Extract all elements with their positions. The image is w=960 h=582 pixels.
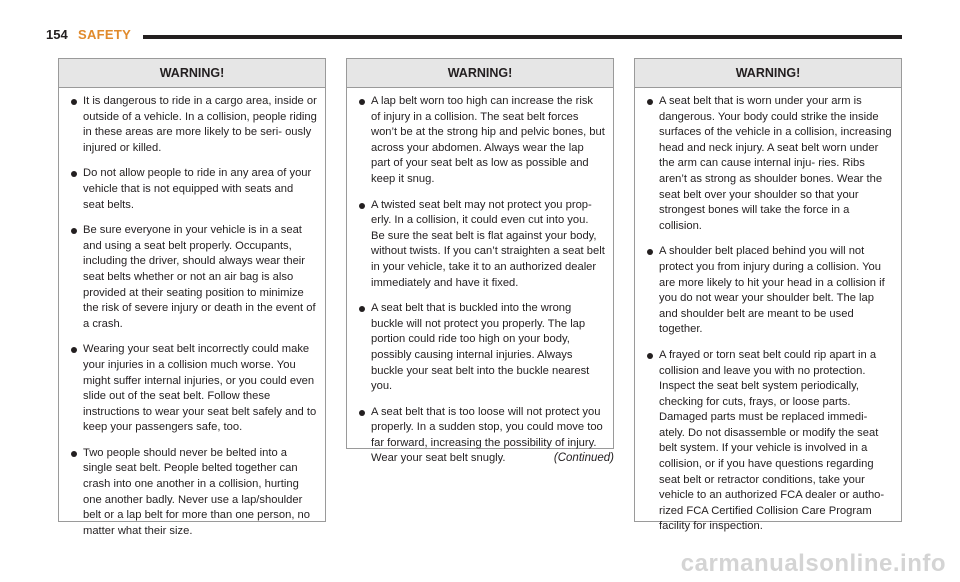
warning-item: It is dangerous to ride in a cargo area, inside or outside of a vehicle. In a collision, people riding in these areas are more likely to be seri- ously injured or killed. <box>71 94 317 156</box>
bullet-icon <box>359 306 365 312</box>
bullet-icon <box>647 353 653 359</box>
warning-title: WARNING! <box>347 59 613 88</box>
warning-item: Do not allow people to ride in any area of your vehicle that is not equipped with seats and seat belts. <box>71 166 317 213</box>
bullet-icon <box>359 99 365 105</box>
warning-item: A twisted seat belt may not protect you prop- erly. In a collision, it could even cut into you. Be sure the seat belt is flat against your body, without twists. If you can’t straighten a seat belt in your vehicle, take it to an authorized dealer immediately and have it fixed. <box>359 198 605 292</box>
bullet-icon <box>71 171 77 177</box>
warning-item: Wearing your seat belt incorrectly could make your injuries in a collision much worse. You might suffer internal injuries, or you could even slide out of the seat belt. Follow these instructions to wear your seat belt safely and to keep your passengers safe, too. <box>71 342 317 436</box>
bullet-icon <box>359 410 365 416</box>
page-number: 154 <box>46 27 68 42</box>
warning-item: A frayed or torn seat belt could rip apart in a collision and leave you with no protection. Inspect the seat belt system periodically, checking for cuts, frays, or loose parts. Damaged parts must be replaced immedi- ately. Do not disassemble or modify the seat belt system. If your vehicle is involved in a collision, or if you have questions regarding seat belt or retractor conditions, take your vehicle to an authorized FCA dealer or autho- rized FCA Certified Collision Care Program facility for inspection. <box>647 348 893 535</box>
bullet-icon <box>359 203 365 209</box>
header-rule <box>143 35 902 39</box>
continued-note: (Continued) <box>553 452 614 464</box>
warning-item: Two people should never be belted into a single seat belt. People belted together can crash into one another in a collision, hurting one another badly. Never use a lap/shoulder belt or a lap belt for more than one person, no matter what their size. <box>71 446 317 540</box>
warning-item: A seat belt that is buckled into the wrong buckle will not protect you properly. The lap portion could ride too high on your body, possibly causing internal injuries. Always buckle your seat belt into the buckle nearest you. <box>359 301 605 395</box>
warning-list <box>635 88 901 535</box>
warning-box-3 <box>634 58 902 533</box>
warning-box-1 <box>58 58 326 537</box>
bullet-icon <box>71 99 77 105</box>
warning-item: Be sure everyone in your vehicle is in a seat and using a seat belt properly. Occupants, including the driver, should always wear their seat belts whether or not an air bag is also provided at their seating position to minimize the risk of severe injury or death in the event of a crash. <box>71 223 317 332</box>
bullet-icon <box>71 347 77 353</box>
bullet-icon <box>647 249 653 255</box>
bullet-icon <box>71 228 77 234</box>
warning-item: A lap belt worn too high can increase the risk of injury in a collision. The seat belt forces won’t be at the strong hip and pelvic bones, but across your abdomen. Always wear the lap part of your seat belt as low as possible and keep it snug. <box>359 94 605 188</box>
section-title: SAFETY <box>78 27 132 42</box>
warning-item: A seat belt that is too loose will not protect you properly. In a sudden stop, you could move too far forward, increasing the possibility of injury. Wear your seat belt snugly. <box>359 405 605 467</box>
warning-title: WARNING! <box>635 59 901 88</box>
bullet-icon <box>647 99 653 105</box>
warning-list <box>59 88 325 539</box>
warning-item: A shoulder belt placed behind you will not protect you from injury during a collision. You are more likely to hit your head in a collision if you do not wear your shoulder belt. The lap and shoulder belt are meant to be used together. <box>647 244 893 338</box>
page-header <box>0 24 960 46</box>
bullet-icon <box>71 451 77 457</box>
warning-title: WARNING! <box>59 59 325 88</box>
warning-item: A seat belt that is worn under your arm is dangerous. Your body could strike the inside surfaces of the vehicle in a collision, increasing head and neck injury. A seat belt worn under the arm can cause internal inju- ries. Ribs aren’t as strong as shoulder bones. Wear the seat belt over your shoulder so that your strongest bones will take the force in a collision. <box>647 94 893 234</box>
watermark: carmanualsonline.info <box>680 550 946 577</box>
warning-list <box>347 88 613 467</box>
